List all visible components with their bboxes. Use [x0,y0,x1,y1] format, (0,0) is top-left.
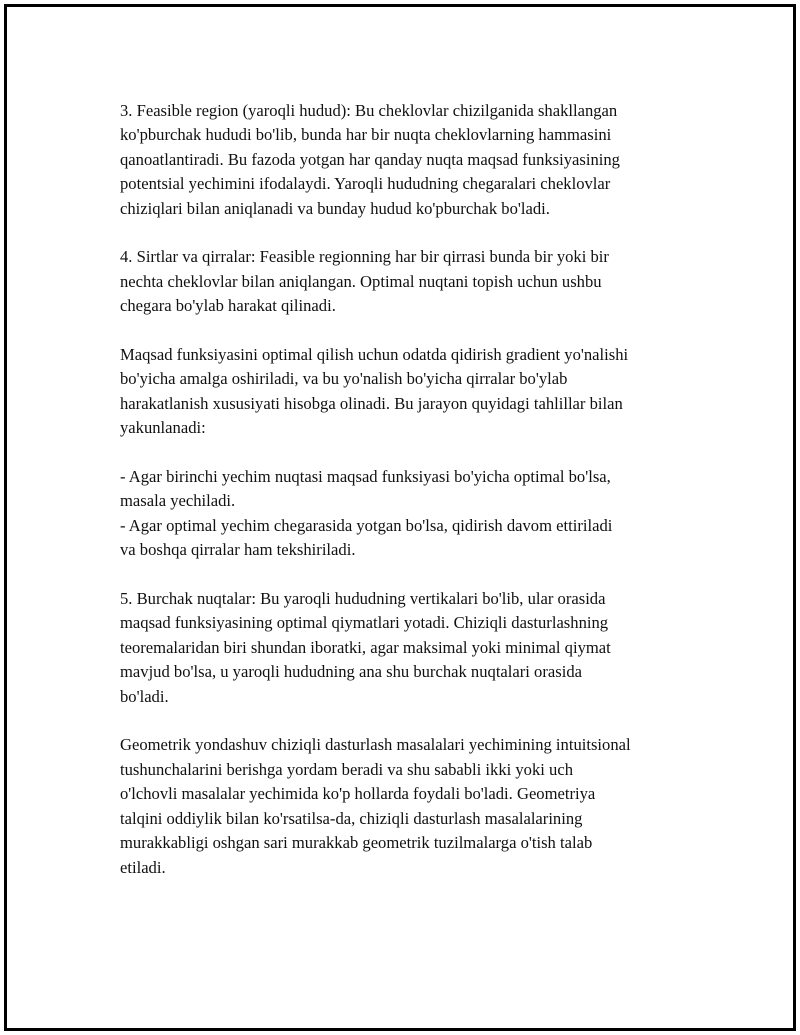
paragraph-feasible-region [120,99,700,221]
paragraph-optimization [120,343,700,441]
text-line: masala yechiladi. [120,491,236,511]
text-line: 3. Feasible region (yaroqli hudud): Bu cheklovlar chizilganida shakllangan [120,101,618,120]
paragraph-conclusion [120,733,700,879]
text-line: ko'pburchak hududi bo'lib, bunda har bir nuqta cheklovlarning hammasini [120,125,612,145]
text-line: chiziqlari bilan aniqlanadi va bunday hudud ko'pburchak bo'ladi. [120,198,550,218]
text-line: teoremalaridan biri shundan iboratki, agar maksimal yoki minimal qiymat [120,637,611,657]
text-line: potentsial yechimini ifodalaydi. Yaroqli hududning chegaralari cheklovlar [120,174,611,194]
paragraph-corner-points [120,587,700,709]
text-line: - Agar optimal yechim chegarasida yotgan bo'lsa, qidirish davom ettiriladi [120,515,613,535]
text-line: Geometrik yondashuv chiziqli dasturlash masalalari yechimining intuitsional [120,735,631,755]
text-line: Maqsad funksiyasini optimal qilish uchun odatda qidirish gradient yo'nalishi [120,345,629,365]
paragraph-cases [120,465,700,563]
text-line: yakunlanadi: [120,418,206,438]
text-line: maqsad funksiyasining optimal qiymatlari yotadi. Chiziqli dasturlashning [120,613,609,633]
text-line: chegara bo'ylab harakat qilinadi. [120,296,336,316]
text-line: nechta cheklovlar bilan aniqlangan. Optimal nuqtani topish uchun ushbu [120,271,602,291]
text-line: bo'yicha amalga oshiriladi, va bu yo'nalish bo'yicha qirralar bo'ylab [120,369,568,389]
document-body [120,99,700,904]
page-frame [4,4,796,1031]
text-line: 4. Sirtlar va qirralar: Feasible regionning har bir qirrasi bunda bir yoki bir [120,247,609,267]
text-line: va boshqa qirralar ham tekshiriladi. [120,540,356,560]
text-line: talqini oddiylik bilan ko'rsatilsa-da, chiziqli dasturlash masalalarining [120,808,583,828]
paragraph-edges [120,245,700,318]
text-line: o'lchovli masalalar yechimida ko'p hollarda foydali bo'ladi. Geometriya [120,784,596,804]
text-line: mavjud bo'lsa, u yaroqli hududning ana shu burchak nuqtalari orasida [120,662,582,682]
text-line: - Agar birinchi yechim nuqtasi maqsad funksiyasi bo'yicha optimal bo'lsa, [120,467,611,487]
text-line: tushunchalarini berishga yordam beradi va shu sababli ikki yoki uch [120,759,573,779]
text-line: harakatlanish xususiyati hisobga olinadi. Bu jarayon quyidagi tahlillar bilan [120,393,623,413]
text-line: bo'ladi. [120,686,169,706]
text-line: 5. Burchak nuqtalar: Bu yaroqli hududning vertikalari bo'lib, ular orasida [120,589,606,609]
text-line: murakkabligi oshgan sari murakkab geometrik tuzilmalarga o'tish talab [120,833,593,853]
text-line: etiladi. [120,857,166,877]
text-line: qanoatlantiradi. Bu fazoda yotgan har qanday nuqta maqsad funksiyasining [120,149,620,169]
